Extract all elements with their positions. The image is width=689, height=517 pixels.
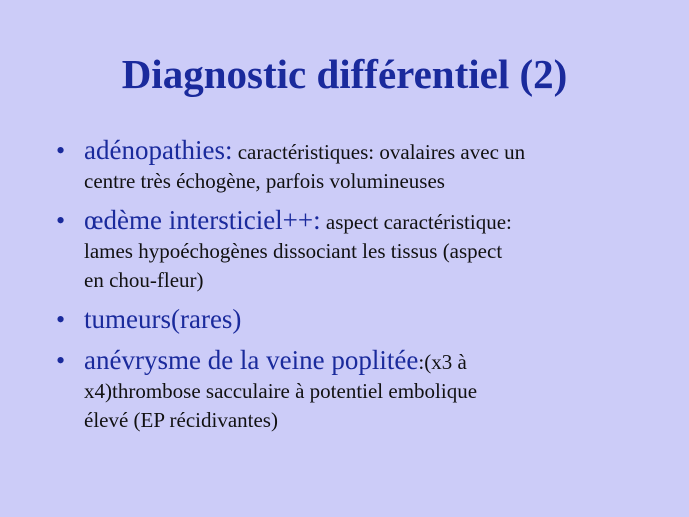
bullet-text: aspect caractéristique: (320, 210, 512, 234)
bullet-lead: anévrysme de la veine poplitée (84, 345, 419, 375)
bullet-marker: • (56, 305, 66, 334)
bullet-text-continued: lames hypoéchogènes dissociant les tissus (aspect (84, 239, 503, 263)
bullet-item-tumeurs (56, 303, 656, 336)
bullet-text-continued: élevé (EP récidivantes) (84, 408, 278, 432)
bullet-text-continued: centre très échogène, parfois volumineuses (84, 169, 445, 193)
bullet-text: :(x3 à (418, 350, 467, 374)
bullet-lead: œdème intersticiel++: (84, 205, 321, 235)
bullet-item-adenopathies (56, 134, 656, 196)
bullet-lead: adénopathies: (84, 135, 233, 165)
bullet-lead: tumeurs(rares) (84, 304, 242, 334)
bullet-text-continued: en chou-fleur) (84, 268, 204, 292)
bullet-text-continued: x4)thrombose sacculaire à potentiel embolique (84, 379, 478, 403)
bullet-marker: • (56, 206, 66, 235)
bullet-text: caractéristiques: ovalaires avec un (232, 140, 526, 164)
bullet-marker: • (56, 346, 66, 375)
bullet-item-oedeme (56, 204, 656, 295)
bullet-list (56, 134, 656, 443)
bullet-item-anevrysme (56, 344, 656, 435)
slide-title: Diagnostic différentiel (2) (121, 51, 568, 97)
bullet-marker: • (56, 136, 66, 165)
